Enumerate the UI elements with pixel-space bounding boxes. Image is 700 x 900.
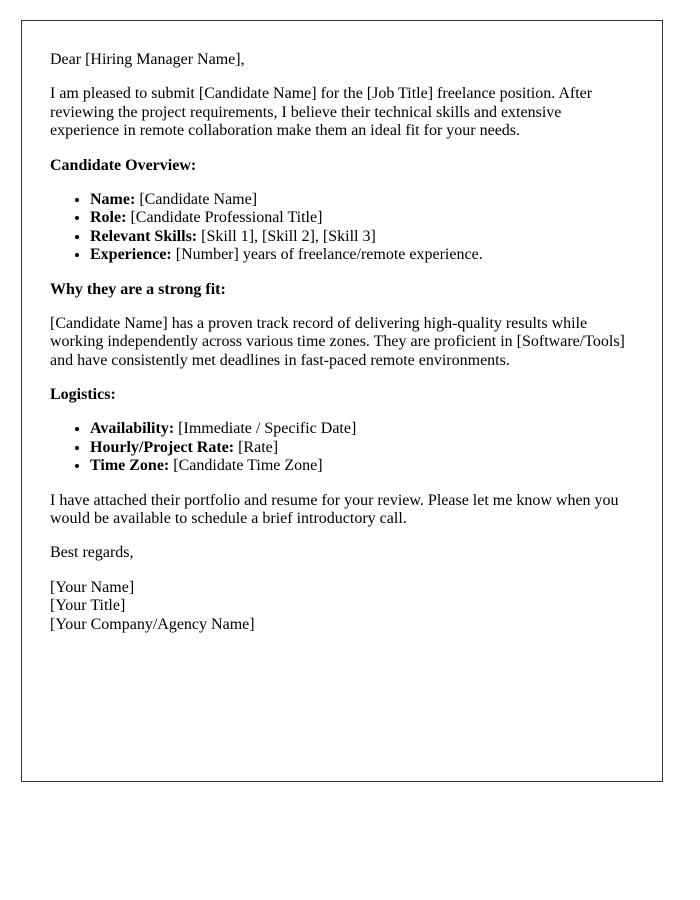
letter-page — [21, 20, 663, 782]
signature-company: [Your Company/Agency Name] — [50, 615, 255, 633]
list-item — [90, 420, 634, 438]
item-label: Time Zone: — [90, 457, 170, 475]
list-item — [90, 191, 634, 209]
item-label: Hourly/Project Rate: — [90, 438, 235, 456]
list-item — [90, 457, 634, 475]
item-value: [Number] years of freelance/remote experience. — [175, 246, 483, 264]
item-value: [Skill 1], [Skill 2], [Skill 3] — [201, 227, 376, 245]
strong-fit-paragraph: [Candidate Name] has a proven track record of delivering high-quality results while working independently across various time zones. They are proficient in [Software/Tools] and have consistently met deadlines in fast-paced remote environments. — [50, 314, 625, 369]
item-value: [Immediate / Specific Date] — [178, 420, 357, 438]
logistics-list — [50, 420, 634, 475]
item-value: [Rate] — [238, 438, 279, 456]
item-value: [Candidate Name] — [139, 190, 258, 208]
item-value: [Candidate Time Zone] — [173, 457, 323, 475]
section-heading-candidate-overview: Candidate Overview: — [50, 156, 197, 174]
item-label: Name: — [90, 190, 136, 208]
signoff: Best regards, — [50, 544, 134, 562]
list-item — [90, 439, 634, 457]
signature-name: [Your Name] — [50, 578, 135, 596]
signature-block — [50, 579, 634, 634]
list-item — [90, 228, 634, 246]
intro-paragraph: I am pleased to submit [Candidate Name] for the [Job Title] freelance position. After reviewing the project requirements, I believe their technical skills and extensive experience in remote collaboration make them an ideal fit for your needs. — [50, 85, 593, 140]
item-label: Relevant Skills: — [90, 227, 198, 245]
item-label: Availability: — [90, 420, 175, 438]
signature-title: [Your Title] — [50, 597, 126, 615]
list-item — [90, 246, 634, 264]
salutation: Dear [Hiring Manager Name], — [50, 51, 245, 68]
candidate-overview-list — [50, 191, 634, 265]
closing-paragraph: I have attached their portfolio and resume for your review. Please let me know when you would be available to schedule a brief introductory call. — [50, 491, 619, 528]
item-label: Role: — [90, 209, 127, 227]
item-label: Experience: — [90, 246, 172, 264]
item-value: [Candidate Professional Title] — [130, 209, 323, 227]
section-heading-strong-fit: Why they are a strong fit: — [50, 280, 226, 298]
list-item — [90, 209, 634, 227]
section-heading-logistics: Logistics: — [50, 386, 116, 404]
